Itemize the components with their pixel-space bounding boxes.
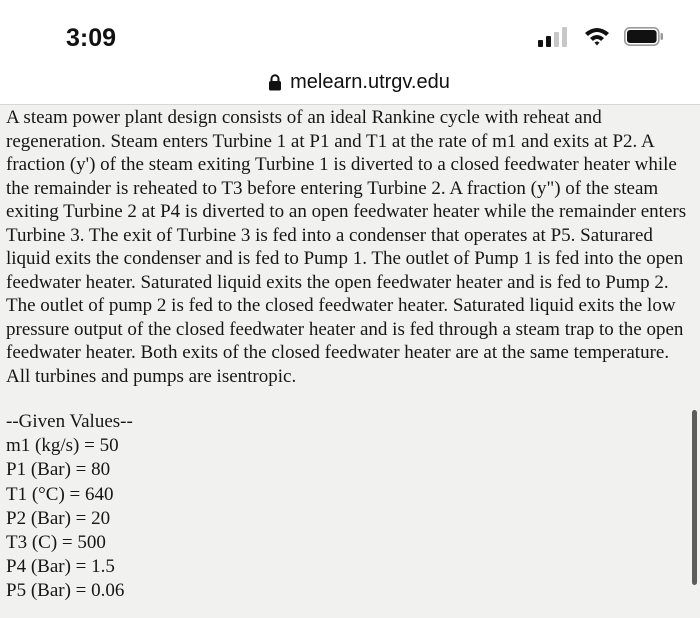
url-domain[interactable]: melearn.utrgv.edu [290,70,450,93]
lock-icon [268,74,282,91]
given-value-p1: P1 (Bar) = 80 [6,459,111,481]
given-value-p4: P4 (Bar) = 1.5 [6,556,115,578]
status-time: 3:09 [66,24,117,52]
given-values-header: --Given Values-- [6,411,133,432]
battery-icon [624,27,664,46]
wifi-icon [584,26,610,46]
web-page-content [0,104,700,618]
given-values [6,410,133,604]
given-value-t3: T3 (C) = 500 [6,532,106,554]
given-value-p2: P2 (Bar) = 20 [6,507,111,529]
status-bar [0,0,700,70]
cellular-signal-icon [538,27,570,47]
problem-statement: A steam power plant design consists of an ideal Rankine cycle with reheat and regeneration. Steam enters Turbine 1 at P1 and T1 at the rate of m1 and exits at P2. A fraction (y') of the steam exiting Turbine 1 is diverted to a closed feedwater heater while the remainder is reheated to T3 before entering Turbine 2. A fraction (y") of the steam exiting Turbine 2 at P4 is diverted to an open feedwater heater while the remainder enters Turbine 3. The exit of Turbine 3 is fed into a condenser that operates at P5. Saturared liquid exits the condenser and is fed to Pump 1. The outlet of Pump 1 is fed into the open feedwater heater. Saturated liquid exits the open feedwater heater and is fed to Pump 2. The outlet of pump 2 is fed to the closed feedwater heater. Saturated liquid exits the low pressure output of the closed feedwater heater and is fed through a steam trap to the open feedwater heater. Both exits of the closed feedwater heater are at the same temperature. All turbines and pumps are isentropic. [6,107,687,387]
given-value-t1: T1 (°C) = 640 [6,483,114,505]
address-bar[interactable] [0,64,700,100]
given-value-p5: P5 (Bar) = 0.06 [6,580,125,602]
scrollbar[interactable] [692,410,697,585]
given-value-m1: m1 (kg/s) = 50 [6,435,119,457]
